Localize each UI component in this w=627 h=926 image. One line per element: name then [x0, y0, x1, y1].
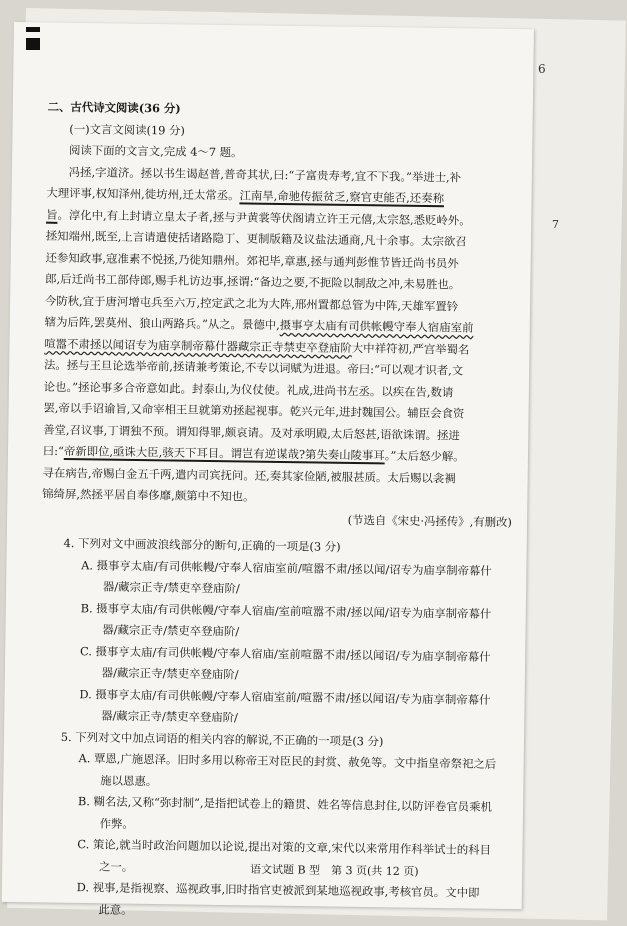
section-title: 二、古代诗文阅读(36 分)	[47, 99, 181, 116]
passage-line: 还参知政事,寇准素不悦拯,乃徙知鼎州。郊祀毕,章惠,拯与通判彭惟节皆迁尚书员外	[45, 250, 459, 270]
q4-option-c-cont: 器/藏宗正寺/禁吏卒登庙阶/	[101, 665, 239, 682]
passage-line: 论也。”拯论事多合帝意如此。封泰山,为仪仗使。礼成,进尚书左丞。以疾在告,数请	[43, 379, 454, 399]
q5-option-c: C. 策论,就当时政治问题加以论说,提出对策的文章,宋代以来常用作科举试士的科目	[77, 837, 492, 857]
next-page-number: 6	[538, 62, 546, 76]
q5-option-c-cont: 之一。	[98, 858, 134, 874]
passage-line: 罢,帝以手诏谕旨,又命宰相王旦就第劝拯起视事。乾兴元年,进封魏国公。辅臣会食资	[43, 400, 465, 421]
q4-option-b: B. 摄事亨太庙/有司供帐幔/守奉人宿庙/室前喧嚣不肃/拯以闻/诏专为庙享制帝幕什	[80, 600, 492, 621]
question-5-stem: 5. 下列对文中加点词语的相关内容的解说,不正确的一项是(3 分)	[60, 729, 384, 748]
passage-line: 锦绮屏,然拯平居自奉侈靡,颇第中不知也。	[42, 486, 255, 504]
wavy-underlined-sentence: 喧嚣不肃拯以闻诏专为庙享制帝幕什器藏宗正寺禁吏卒登庙阶	[44, 336, 352, 355]
subsection-title: (一)文言文阅读(19 分)	[69, 121, 186, 138]
passage-line: 郎,后迁尚书工部侍郎,赐手札访边事,拯谓:“备边之要,不扼险以制敌之冲,未易胜也。	[45, 271, 461, 292]
underlined-sentence: 江南旱,命驰传振贫乏,察官吏能否,还奏称	[239, 188, 445, 206]
next-page-mark: 7	[552, 218, 559, 231]
question-4-stem: 4. 下列对文中画波浪线部分的断句,正确的一项是(3 分)	[63, 535, 341, 554]
q4-option-a: A. 摄事亨太庙/有司供帐幔/守奉人宿庙室前/喧嚣不肃/拯以闻/诏专为庙享制帝幕什	[81, 557, 492, 578]
underlined-sentence: 帝新即位,亟诛大臣,骇天下耳目。谓岂有逆谋哉?第失奏山陵事耳	[63, 443, 385, 463]
passage-line: 寻在病告,帝赐白金五千两,遣内司宾抚问。还,奏其家俭陋,被服甚质。太后赐以衾裯	[42, 465, 456, 485]
passage-line: 阅读下面的文言文,完成 4～7 题。	[68, 142, 243, 160]
passage-line: 今防秋,宜于唐河增屯兵至六万,控定武之北为大阵,邢州置都总管为中阵,天雄军置钤	[44, 293, 459, 313]
passage-text: 曰:“	[42, 443, 64, 458]
exam-content	[36, 97, 527, 926]
q4-option-d-cont: 器/藏宗正寺/禁吏卒登庙阶/	[101, 708, 239, 725]
passage-text: 。”太后怒少解。	[384, 448, 465, 464]
passage-text: 大中祥符初,严宫举蜀名	[351, 340, 470, 357]
wavy-underlined-sentence: 摄事亨太庙有司供帐幔守奉人宿庙室前	[279, 317, 474, 335]
q5-option-a-cont: 施以恩惠。	[100, 772, 158, 788]
binding-mark	[26, 38, 40, 50]
page-footer: 语文试题 B 型 第 3 页(共 12 页)	[249, 862, 419, 879]
passage-text: 辖为后阵,罢莫州、狼山两路兵。”从之。景德中,	[44, 314, 280, 332]
q4-option-d: D. 摄事亨太庙/有司供帐幔/守奉人宿庙室前/喧嚣不肃/拯以闻诏/专为庙享制帝幕什	[79, 686, 491, 707]
binding-mark-top	[26, 27, 40, 32]
passage-line: 冯拯,字道济。拯以书生谒赵普,普奇其状,曰:“子富贵寿考,宜不下我。”举进士,补	[68, 164, 462, 184]
q5-option-b: B. 糊名法,又称“弥封制”,是指把试卷上的籍贯、姓名等信息封住,以防评卷官员乘机	[77, 794, 493, 814]
passage-text: 。淳化中,有上封请立皇太子者,拯与尹黄裳等伏阁请立许王元僖,太宗怒,悉贬岭外。	[57, 207, 471, 228]
passage-source: (节选自《宋史·冯拯传》,有删改)	[347, 512, 512, 529]
passage-line: 拯知端州,既至,上言请遣使括诸路隐丁、更制版籍及议盐法通商,凡十余事。太宗欲召	[45, 228, 467, 249]
passage-line: 善堂,召议事,丁谓独不预。谓知得罪,颇哀请。及对承明殿,太后怒甚,语欲诛谓。拯进	[43, 422, 460, 442]
q5-option-b-cont: 作弊。	[99, 815, 134, 831]
passage-text: 大理评事,权知泽州,徙坊州,迁太常丞。	[46, 185, 240, 203]
q4-option-b-cont: 器/藏宗正寺/禁吏卒登庙阶/	[102, 622, 240, 639]
q4-option-a-cont: 器/藏宗正寺/禁吏卒登庙阶/	[102, 579, 240, 596]
q4-option-c: C. 摄事亨太庙/有司供帐幔/守奉人宿庙/室前喧嚣不肃/拯以闻诏/专为庙享制帝幕什	[79, 643, 491, 664]
q5-option-d: D. 视事,是指视察、巡视政事,旧时指官吏被派到某地巡视政事,考核官员。文中即	[76, 880, 480, 900]
q5-option-a: A. 覃恩,广施恩泽。旧时多用以称帝王对臣民的封赏、赦免等。文中指皇帝祭祀之后	[78, 751, 497, 772]
underlined-sentence: 旨	[46, 207, 58, 222]
passage-line: 法。拯与王旦论选举帝前,拯请兼考策论,不专以词赋为进退。帝曰:“可以观才识者,文	[43, 357, 464, 378]
q5-option-d-cont: 此意。	[98, 901, 133, 917]
